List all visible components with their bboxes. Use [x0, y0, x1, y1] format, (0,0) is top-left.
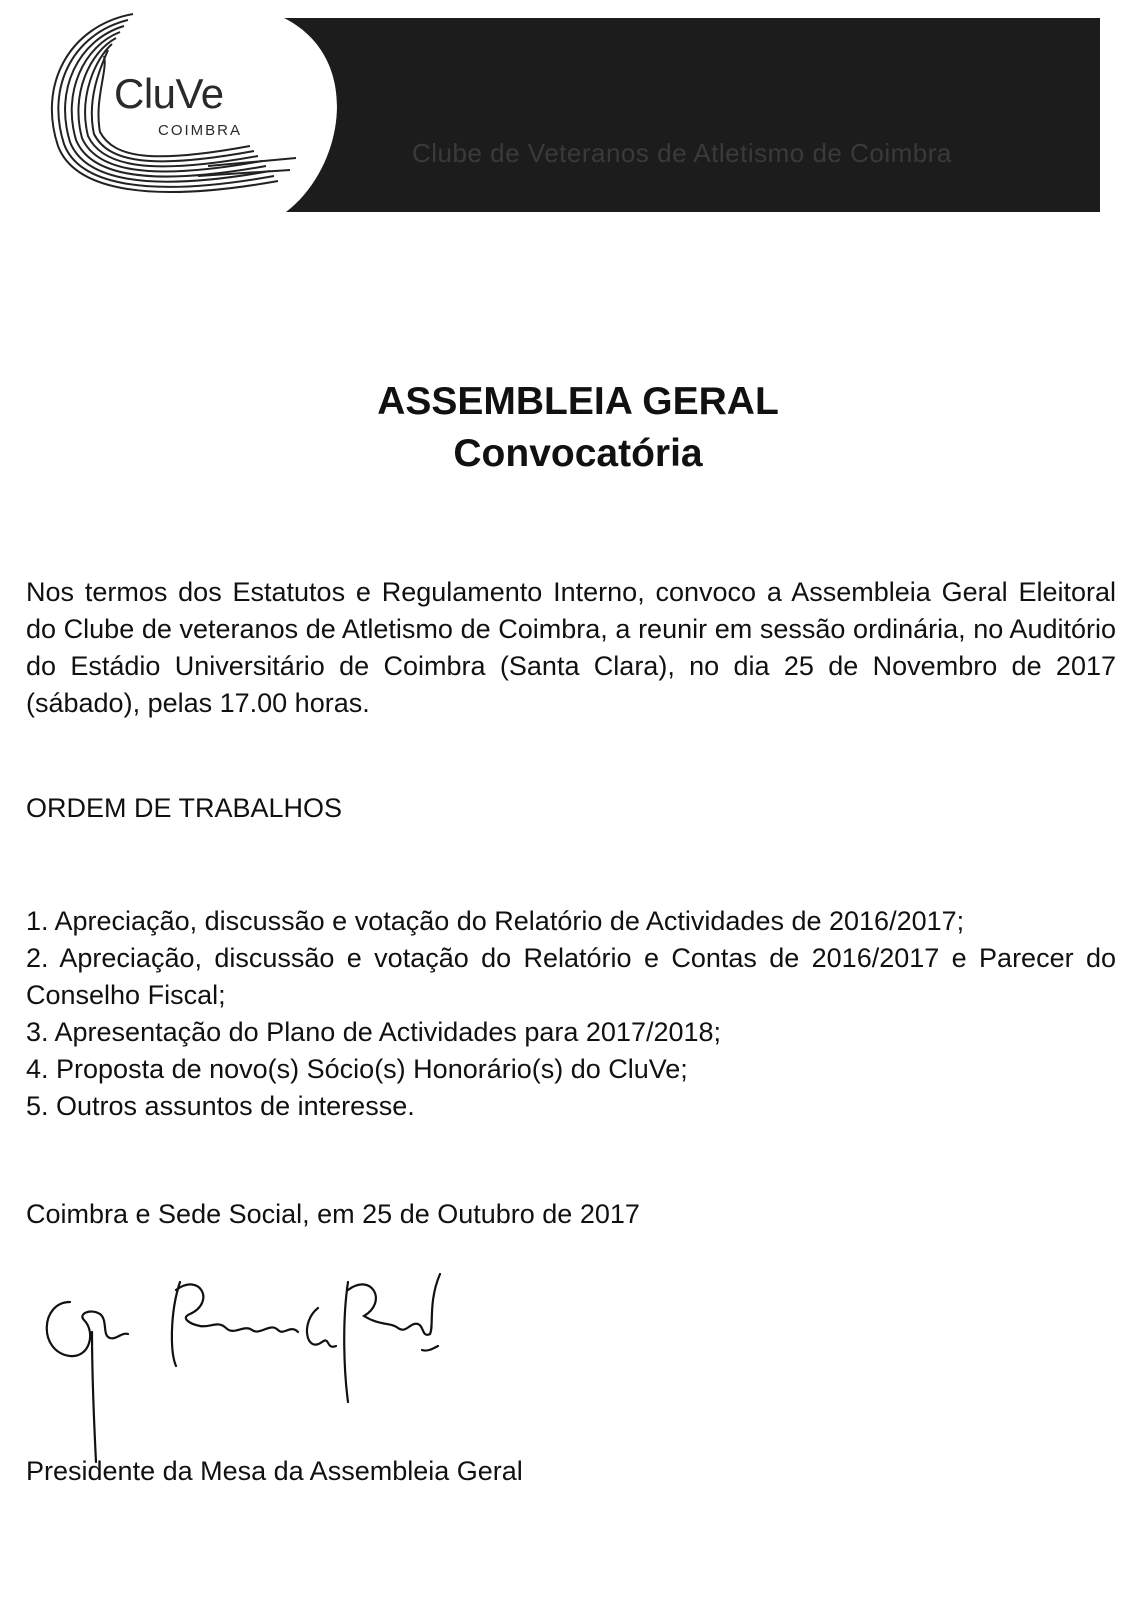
date-line: Coimbra e Sede Social, em 25 de Outubro de 2017 — [26, 1199, 640, 1229]
intro-paragraph: Nos termos dos Estatutos e Regulamento Interno, convoco a Assembleia Geral Eleitoral do Clube de veteranos de Atletismo de Coimbra, a reunir em sessão ordinária, no Auditório do Estádio Universitário de Coimbra (Santa Clara), no dia 25 de Novembro de 2017 (sábado), pelas 17.00 horas. — [26, 577, 1116, 718]
signatory-role: Presidente da Mesa da Assembleia Geral — [26, 1456, 523, 1486]
agenda-list — [26, 903, 1116, 1125]
agenda-item: 1. Apreciação, discussão e votação do Relatório de Actividades de 2016/2017; — [26, 906, 965, 936]
agenda-item: 5. Outros assuntos de interesse. — [26, 1091, 415, 1121]
banner-club-name: Clube de Veteranos de Atletismo de Coimbra — [412, 138, 952, 168]
logo-name: CluVe — [114, 70, 224, 117]
document-title: ASSEMBLEIA GERAL — [377, 380, 779, 423]
agenda-item: 4. Proposta de novo(s) Sócio(s) Honorário(s) do CluVe; — [26, 1054, 688, 1084]
logo-city: COIMBRA — [158, 122, 243, 139]
agenda-item: 2. Apreciação, discussão e votação do Relatório e Contas de 2016/2017 e Parecer do Conselho Fiscal; — [26, 943, 1116, 1010]
header-banner — [284, 18, 1124, 216]
agenda-item: 3. Apresentação do Plano de Actividades para 2017/2018; — [26, 1017, 722, 1047]
handwritten-signature — [30, 1262, 470, 1472]
agenda-heading: ORDEM DE TRABALHOS — [26, 793, 343, 823]
document-subtitle: Convocatória — [453, 432, 703, 475]
